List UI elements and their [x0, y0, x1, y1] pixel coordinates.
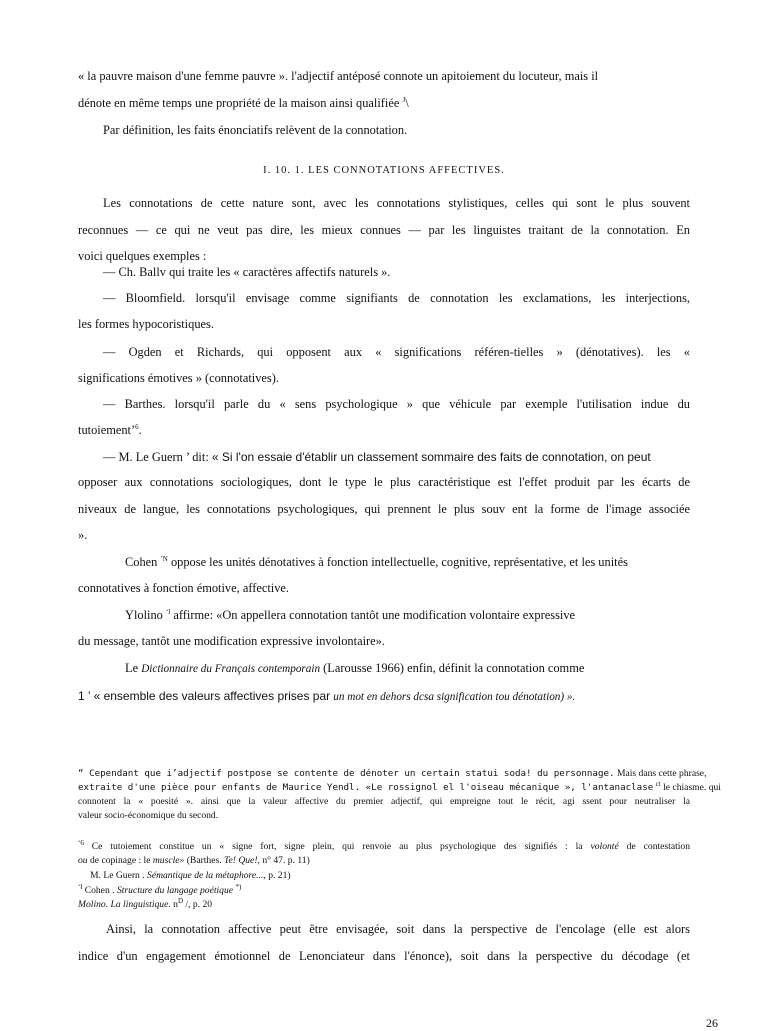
- footnote-ref: ’N: [160, 554, 168, 563]
- paragraph-line: « la pauvre maison d'une femme pauvre ». l'adjectif antéposé connote un apitoiement du locuteur, mais il: [78, 69, 599, 83]
- list-item-barthes-cont: tutoiement’$^6$.: [78, 422, 142, 437]
- molino-line: Ylolino $^{‘l}$ affirme: «On appellera connotation tantôt une modification volontaire expressive: [125, 607, 576, 622]
- molino-line-cont: du message, tantôt une modification expressive involontaire».: [78, 634, 385, 648]
- footnote-line: valeur socio-économique du second.: [78, 810, 219, 821]
- cohen-line: Cohen $^{’N}$ oppose les unités dénotatives à fonction intellectuelle, cognitive, représentative, et les unités: [125, 554, 628, 569]
- footnote-line: “ Cependant que i’adjectif postpose se contente de dénoter un certain statui soda! du personnage. Mais dans cette phrase,: [78, 768, 707, 779]
- quote-line: niveaux de langue, les connotations psychologiques, qui prennent le plus souv ent la forme de l'image associée: [78, 502, 690, 516]
- list-item-bloomfield: — Bloomfield. lorsqu'il envisage comme signifiants de connotation les exclamations, les interjections,: [103, 291, 690, 305]
- paragraph-line: Les connotations de cette nature sont, avec les connotations stylistiques, celles qui sont le plus souvent: [103, 196, 690, 210]
- footnote-line: $^{‘ł}$ Cohen . Structure du langage poétique *): [78, 882, 242, 896]
- footnote-line: ou de copinage : le muscle» (Barthes. Te! Que!, n° 47. p. 11): [78, 855, 310, 866]
- footnote-line: M. Le Guern . Sémantique de la métaphore..., p. 21): [90, 870, 291, 881]
- cohen-line-cont: connotatives à fonction émotive, affective.: [78, 581, 290, 595]
- page-number: 26: [706, 1016, 718, 1030]
- footnote-ref: J: [402, 95, 406, 104]
- list-item-ogden-cont: significations émotives » (connotatives).: [78, 371, 279, 385]
- paragraph-line: indice d'un engagement émotionnel de Lenonciateur dans l'énonce), soit dans la perspective du décodage (et: [78, 949, 690, 963]
- quote-line: ».: [78, 528, 88, 542]
- list-item-bally: — Ch. Ballv qui traite les « caractères affectifs naturels ».: [103, 265, 391, 279]
- paragraph-line: dénote en même temps une propriété de la maison ainsi qualifiée $^J$\: [78, 95, 409, 110]
- footnote-line: extraite d'une pièce pour enfants de Maurice Yendl. «Le rossignol el l'oiseau mécanique », l'antanaclase $^{ct}$ le chiasme. qui: [78, 779, 721, 793]
- footnote-ref: ‘l: [165, 607, 171, 616]
- footnote-ref: 6: [135, 422, 139, 431]
- footnote-ref: ‘6: [78, 838, 84, 847]
- dictionary-line: Le Dictionnaire du Français contemporain (Larousse 1966) enfin, définit la connotation comme: [125, 661, 585, 675]
- footnote-ref: ‘ł: [78, 882, 83, 891]
- section-heading: I. 10. 1. LES CONNOTATIONS AFFECTIVES.: [263, 165, 505, 176]
- list-item-ogden: — Ogden et Richards, qui opposent aux « significations référen-tielles » (dénotatives). les «: [103, 345, 690, 359]
- footnote-line: connotent la « poesité ». ainsi que la valeur affective du premier adjectif, qui empreigne tout le récit, agi ssent pour neutraliser la: [78, 796, 690, 807]
- paragraph-line: voici quelques exemples :: [78, 249, 207, 263]
- paragraph-line: Par définition, les faits énonciatifs relèvent de la connotation.: [103, 123, 408, 137]
- quote-line: opposer aux connotations sociologiques, dont le type le plus caractéristique est l'effet produit par les écarts de: [78, 475, 690, 489]
- list-item-barthes: — Barthes. lorsqu'il parle du « sens psychologique » que véhicule par exemple l'utilisation indue du: [103, 397, 690, 411]
- footnote-line: Molino. La linguistique. $n^D$ /, p. 20: [78, 896, 213, 910]
- footnote-line: $^{‘6}$ Ce tutoiement constitue un « signe fort, signe plein, qui renvoie au plus psychologique des signifiés : la volonté de contestation: [78, 838, 690, 852]
- dictionary-line-cont: 1 ’ « ensemble des valeurs affectives prises par un mot en dehors dcsa signification tou dénotation) ».: [78, 689, 576, 703]
- paragraph-line: reconnues — ce qui ne veut pas dire, les mieux connues — par les linguistes traitant de la connotation. En: [78, 223, 690, 237]
- list-item-le-guern: — M. Le Guern ’ dit: « Si l'on essaie d'établir un classement sommaire des faits de connotation, on peut: [103, 450, 651, 464]
- paragraph-line: Ainsi, la connotation affective peut être envisagée, soit dans la perspective de l'encolage (elle est alors: [106, 922, 690, 936]
- list-item-bloomfield-cont: les formes hypocoristiques.: [78, 317, 214, 331]
- footnote-ref: ct: [655, 779, 661, 788]
